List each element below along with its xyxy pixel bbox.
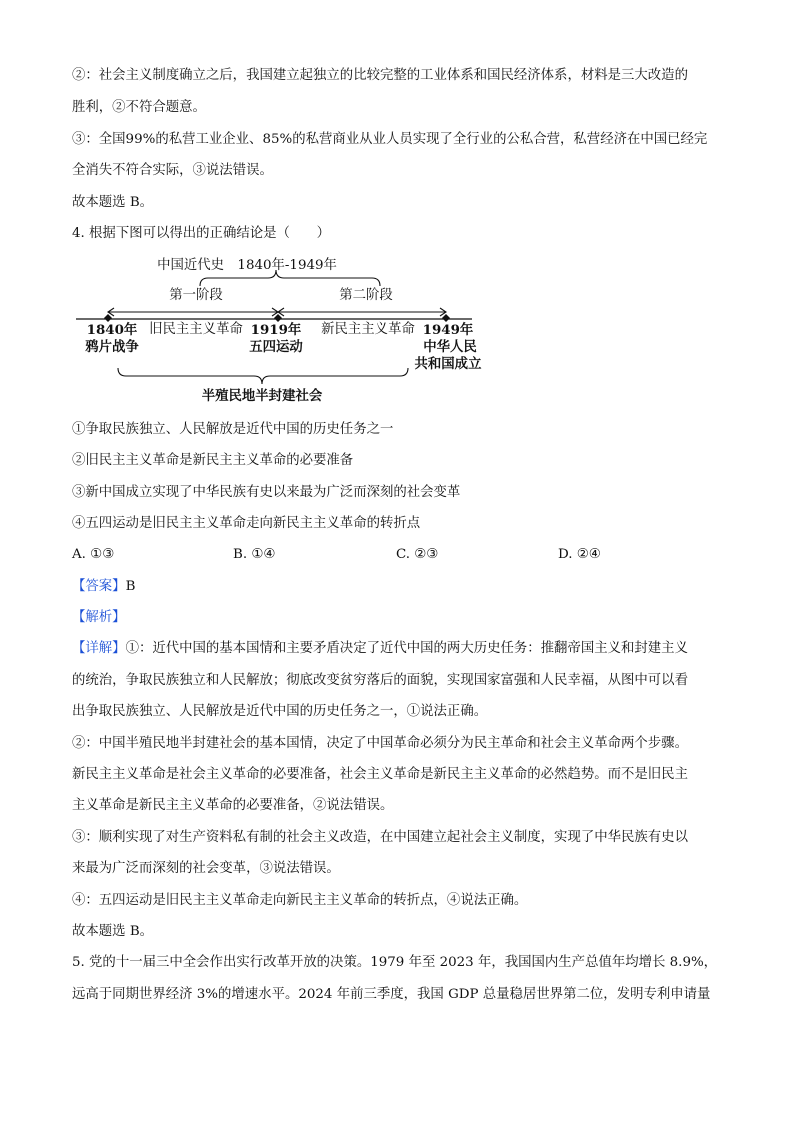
explanation-line: ③：顺利实现了对生产资料私有制的社会主义改造，在中国建立起社会主义制度，实现了中华民族有史以 (72, 830, 688, 845)
marker-1919 (274, 314, 282, 322)
question-4-stem: 4. 根据下图可以得出的正确结论是（ ） (72, 226, 331, 241)
explanation-line: ②：中国半殖民地半封建社会的基本国情，决定了中国革命必须分为民主革命和社会主义革命两个步骤。 (72, 736, 688, 751)
text-line: 胜利，②不符合题意。 (72, 100, 206, 115)
history-timeline-diagram (72, 250, 502, 410)
option-b: B. ①④ (233, 547, 276, 562)
text-line: 全消失不符合实际，③说法错误。 (72, 163, 273, 178)
statement-1: ①争取民族独立、人民解放是近代中国的历史任务之一 (72, 422, 394, 437)
diagram-top-label: 中国近代史 1840年-1949年 (157, 258, 337, 273)
explanation-line: ④：五四运动是旧民主主义革命走向新民主主义革命的转折点，④说法正确。 (72, 893, 528, 908)
option-c: C. ②③ (396, 547, 439, 562)
option-d: D. ②④ (558, 547, 601, 562)
text-line: ②：社会主义制度确立之后，我国建立起独立的比较完整的工业体系和国民经济体系，材料是三大改造的 (72, 68, 688, 83)
option-a: A. ①③ (72, 547, 115, 562)
analysis-tag: 【解析】 (72, 610, 126, 625)
old-revolution-label: 旧民主主义革命 (149, 322, 243, 337)
marker-1840 (104, 314, 112, 322)
date-1949-event-line1: 中华人民 (423, 339, 477, 355)
answer-line (72, 578, 135, 596)
brace-bottom (118, 368, 408, 384)
detail-tag: 【详解】 (72, 641, 126, 656)
text-line: 故本题选 B。 (72, 195, 154, 210)
stage-2-label: 第二阶段 (339, 288, 393, 303)
detail-line (72, 640, 688, 658)
marker-1949 (442, 314, 450, 322)
statement-3: ③新中国成立实现了中华民族有史以来最为广泛而深刻的社会变革 (72, 485, 461, 500)
bottom-label: 半殖民地半封建社会 (201, 388, 323, 404)
date-1919-event: 五四运动 (249, 339, 303, 355)
date-1840-event: 鸦片战争 (85, 339, 139, 355)
date-1840-year: 1840年 (86, 322, 138, 338)
explanation-line: 主义革命是新民主主义革命的必要准备，②说法错误。 (72, 798, 394, 813)
question-5-line: 远高于同期世界经济 3%的增速水平。2024 年前三季度，我国 GDP 总量稳居世界第二位，发明专利申请量 (72, 987, 711, 1002)
date-1949-event-line2: 共和国成立 (414, 356, 482, 372)
explanation-line: 新民主主义革命是社会主义革命的必要准备，社会主义革命是新民主主义革命的必然趋势。而不是旧民主 (72, 767, 688, 782)
date-1919-year: 1919年 (250, 322, 302, 338)
statement-4: ④五四运动是旧民主主义革命走向新民主主义革命的转折点 (72, 516, 421, 531)
explanation-line: 出争取民族独立、人民解放是近代中国的历史任务之一，①说法正确。 (72, 704, 488, 719)
new-revolution-label: 新民主主义革命 (321, 322, 415, 337)
stage-1-label: 第一阶段 (169, 288, 223, 303)
text-line: ③：全国99%的私营工业企业、85%的私营商业从业人员实现了全行业的公私合营，私营经济在中国已经完 (72, 132, 708, 147)
explanation-line: 的统治，争取民族独立和人民解放；彻底改变贫穷落后的面貌，实现国家富强和人民幸福，从图中可以看 (72, 673, 688, 688)
statement-2: ②旧民主主义革命是新民主主义革命的必要准备 (72, 453, 354, 468)
analysis-line (72, 609, 126, 627)
explanation-line: 来最为广泛而深刻的社会变革，③说法错误。 (72, 861, 340, 876)
date-1949-year: 1949年 (422, 322, 474, 338)
answer-tag: 【答案】 (72, 579, 126, 594)
explanation-line: ①：近代中国的基本国情和主要矛盾决定了近代中国的两大历史任务：推翻帝国主义和封建主义 (125, 641, 688, 656)
question-5-line: 5. 党的十一届三中全会作出实行改革开放的决策。1979 年至 2023 年，我国国内生产总值年均增长 8.9%， (72, 955, 718, 970)
explanation-line: 故本题选 B。 (72, 924, 154, 939)
answer-value: B (125, 579, 136, 594)
